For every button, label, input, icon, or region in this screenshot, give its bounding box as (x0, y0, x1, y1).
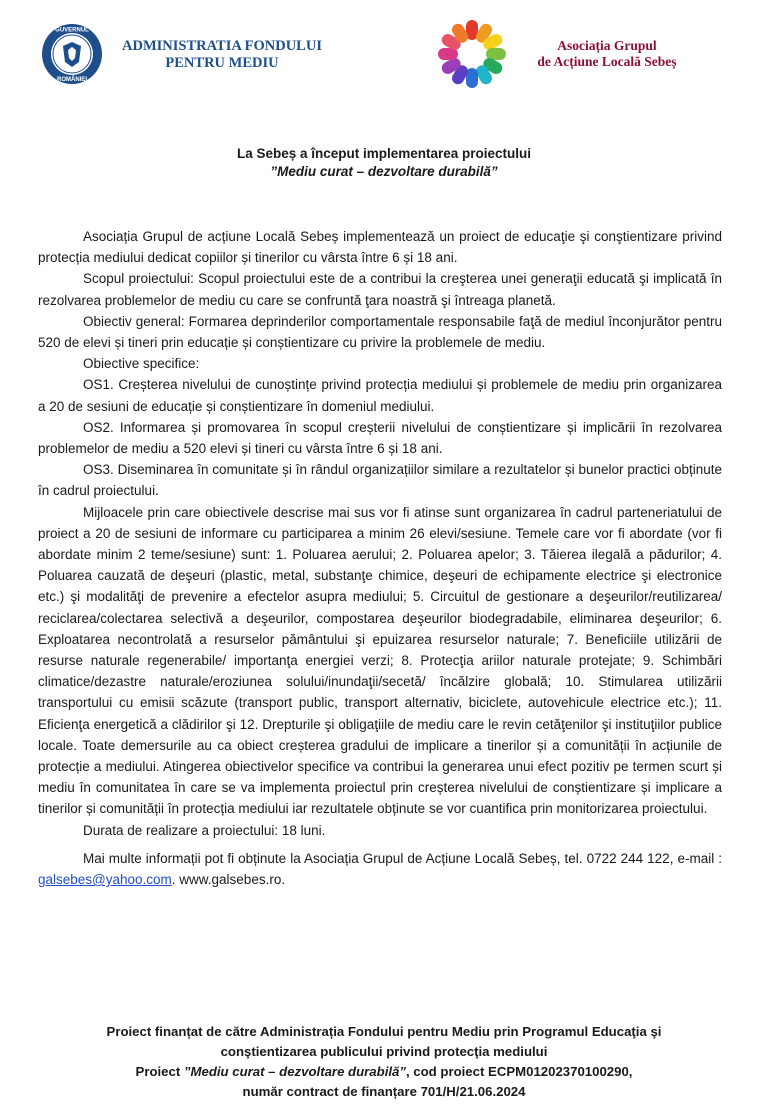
paragraph-means: Mijloacele prin care obiectivele descrise mai sus vor fi atinse sunt organizarea în cadrul parteneriatului de proiect a 20 de sesiuni de informare cu participarea a minim 26 elevi/sesiune. Temele care vor fi abordate (vor fi abordate minim 2 teme/sesiune) sunt: 1. Poluarea aerului; 2. Poluarea apelor; 3. Tăierea ilegală a pădurilor; 4. Poluarea cauzată de deşeuri (plastic, metal, substanţe chimice, deşeuri de echipamente electrice şi electronice etc.) şi modalităţi de prevenire a efectelor asupra mediului; 5. Circuitul de gestionare a deşeurilor/reutilizarea/ reciclarea/colectarea selectivă a deşeurilor, compostarea deşeurilor biodegradabile, eliminarea deşeurilor; 6. Exploatarea necontrolată a resurselor pământului şi epuizarea resurselor naturale; 7. Beneficiile utilizării de resurse naturale regenerabile/ importanţa energiei verzi; 8. Protecţia ariilor naturale protejate; 9. Schimbări climatice/dezastre naturale/eroziunea solului/inundaţii/secetă/ încălzire globală; 10. Stimularea utilizării transportului cu emisii scăzute (transport public, transport alternativ, biciclete, autovehicule electrice etc.); 11. Eficienţa energetică a clădirilor şi 12. Drepturile şi obligaţiile de mediu care le revin cetăţenilor şi instituţiilor publice locale. Toate demersurile au ca obiect creșterea gradului de implicare a tinerilor și a comunității în acțiunile de protecție a mediului. Atingerea obiectivelor specifice va contribui la generarea unui efect pozitiv pe termen scurt și mediu în comunitatea în care se va implementa proiectul prin creșterea nivelului de conștientizare și implicare a tinerilor și comunității în protecția mediului iar rezultatele obținute se vor cuantifica prin monitorizarea proiectului. (38, 504, 722, 817)
paragraph-contact (38, 848, 722, 890)
paragraph-os3: OS3. Diseminarea în comunitate și în rândul organizațiilor similare a rezultatelor și bunelor practici obținute în cadrul proiectului. (38, 462, 722, 499)
document-header (0, 0, 768, 100)
svg-text:ROMÂNIEI: ROMÂNIEI (57, 77, 87, 83)
gal-org-name (512, 38, 702, 70)
email-link[interactable]: galsebes@yahoo.com (38, 872, 172, 888)
footer-project-name: ”Mediu curat – dezvoltare durabilă” (183, 1064, 406, 1079)
footer-line4: număr contract de finanțare 701/H/21.06.2024 (242, 1084, 526, 1099)
afm-org-name-line2: PENTRU MEDIU (165, 55, 279, 71)
contact-text: Mai multe informații pot fi obținute la Asociația Grupul de Acțiune Locală Sebeș, tel. 0722 244 122, e-mail : (83, 850, 722, 866)
paragraph-duration: Durata de realizare a proiectului: 18 luni. (83, 822, 326, 838)
title-line2: ”Mediu curat – dezvoltare durabilă” (270, 164, 498, 179)
title-line1: La Sebeș a început implementarea proiectului (236, 146, 532, 161)
paragraph-scope: Scopul proiectului: Scopul proiectului este de a contribui la creşterea unei generaţii educată şi implicată în rezolvarea problemelor de mediu cu care se confruntă ţara noastră şi întreaga planetă. (38, 271, 722, 308)
footer-line2: conştientizarea publicului privind protecţia mediului (220, 1044, 548, 1059)
document-title (0, 145, 768, 181)
svg-text:GUVERNUL: GUVERNUL (55, 27, 89, 34)
funding-footer (30, 1022, 738, 1102)
gal-hands-logo (430, 18, 514, 90)
gal-org-name-line1: Asociația Grupul (557, 38, 657, 53)
government-seal-logo (36, 22, 108, 86)
paragraph-general-objective: Obiectiv general: Formarea deprinderilor comportamentale responsabile faţă de mediul înconjurător pentru 520 de elevi și tineri prin educație și conștientizare cu privire la problemele de mediu. (38, 313, 722, 351)
document-body (38, 226, 722, 890)
paragraph-intro: Asociația Grupul de acțiune Locală Sebeș implementează un proiect de educaţie şi conştientizare privind protecția mediului dedicat copiilor și tinerilor cu vârsta între 6 și 18 ani. (38, 229, 722, 266)
afm-org-name (112, 38, 332, 72)
footer-line1: Proiect finanțat de către Administrația Fondului pentru Mediu prin Programul Educaţia şi (106, 1024, 662, 1039)
contact-website: . www.galsebes.ro. (171, 872, 286, 888)
gal-org-name-line2: de Acțiune Locală Sebeș (537, 54, 677, 69)
footer-line3-prefix: Proiect (135, 1064, 184, 1079)
footer-line3 (30, 1062, 738, 1082)
paragraph-os1: OS1. Creșterea nivelului de cunoștințe privind protecția mediului și problemele de mediu prin organizarea a 20 de sesiuni de educație și conștientizare în domeniul mediului. (38, 377, 722, 414)
afm-org-name-line1: ADMINISTRATIA FONDULUI (122, 38, 322, 54)
paragraph-specific-objectives-heading: Obiective specifice: (83, 356, 200, 372)
paragraph-os2: OS2. Informarea și promovarea în scopul creșterii nivelului de conștientizare și implicării în rezolvarea problemelor de mediu a 520 elevi și tineri cu vârsta între 6 și 18 ani. (38, 419, 722, 457)
footer-project-code: , cod proiect ECPM01202370100290, (405, 1064, 633, 1079)
